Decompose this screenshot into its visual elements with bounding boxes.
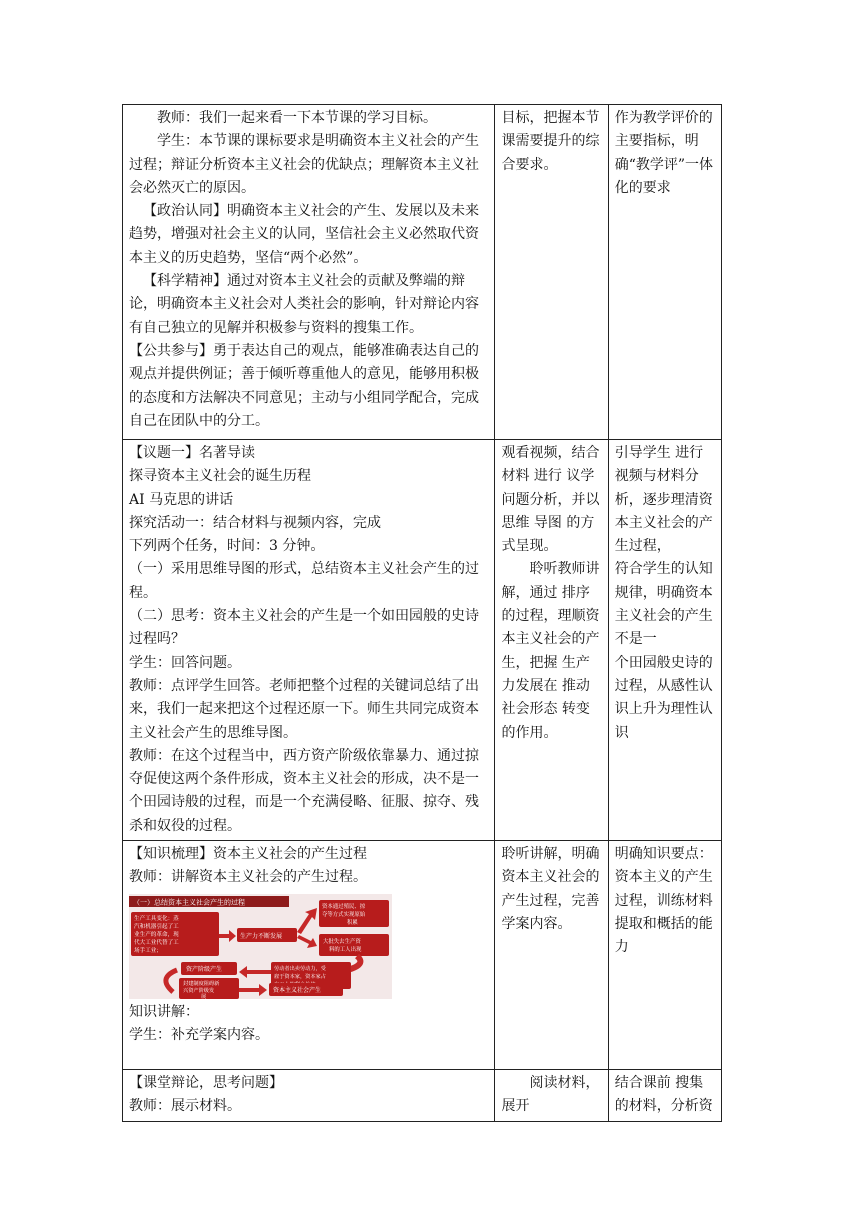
teacher-line: 教师：在这个过程当中，西方资产阶级依靠暴力、通过掠夺促使这两个条件形成，资本主义社会的形成，决不是一个田园诗般的过程，而是一个充满侵略、征服、掠夺、残杀和奴役的过程。 <box>129 747 479 834</box>
goal-participation: 【公共参与】勇于表达自己的观点，能够准确表达自己的观点并提供例证；善于倾听尊重他人的意见，能够用积极的态度和方法解决不同意见；主动与小组同学配合，完成自己在团队中的分工。 <box>129 342 479 429</box>
activity-cell <box>123 841 495 1070</box>
process-diagram <box>129 894 392 999</box>
node-tools-change-text: 生产工具变化：蒸 汽和机器引起了工 业生产的革命，现 代大工业代替了工 场手工业； <box>134 915 179 954</box>
task-two: （二）思考：资本主义社会的产生是一个如田园般的史诗过程吗？ <box>129 608 479 648</box>
task-one: （一）采用思维导图的形式，总结资本主义社会产生的过程。 <box>129 561 479 601</box>
student-activity-text: 目标，把握本节课需要提升的综合要求。 <box>501 110 600 173</box>
student-line: 学生：回答问题。 <box>129 654 241 671</box>
node-bourgeoisie-text: 资产阶级产生 <box>186 965 223 973</box>
lesson-plan-table <box>122 104 722 1122</box>
topic-heading: 【课堂辩论，思考问题】 <box>129 1075 283 1092</box>
teacher-line: 教师：点评学生回答。老师把整个过程的关键词总结了出来，我们一起来把这个过程还原一下。师生共同完成资本主义社会产生的思维导图。 <box>129 677 479 741</box>
node-capital-accumulation-text: 资本通过殖民、掠 夺等方式实现原始 积累 <box>322 903 366 926</box>
topic-heading: 【议题一】名著导读 <box>129 445 255 461</box>
table-row <box>123 1070 722 1122</box>
student-activity-cell <box>495 440 608 841</box>
design-intent-text: 引导学生 进行视频与材料分析，逐步理清资本主义社会的产生过程， <box>614 445 713 555</box>
topic-heading: 【知识梳理】资本主义社会的产生过程 <box>129 846 367 863</box>
design-intent-cell <box>608 1070 721 1122</box>
student-line: 学生：本节课的课标要求是明确资本主义社会的产生过程；辩证分析资本主义社会的优缺点；理解资本主义社会必然灭亡的原因。 <box>129 133 479 196</box>
design-intent-text: 符合学生的认知规律，明确资本主义社会的产生不是一 <box>614 561 713 648</box>
design-intent-text: 作为教学评价的主要指标，明确“教学评”一体化的要求 <box>614 110 714 196</box>
teacher-line: 教师：我们一起来看一下本节课的学习目标。 <box>157 110 437 126</box>
design-intent-cell <box>608 841 721 1070</box>
goal-political: 【政治认同】明确资本主义社会的产生、发展以及未来趋势，增强对社会主义的认同，坚信社会主义必然取代资本主义的历史趋势，坚信“两个必然”。 <box>129 203 479 266</box>
student-line: 学生：补充学案内容。 <box>129 1026 269 1043</box>
design-intent-text: 明确知识要点：资本主义的产生过程，训练材料提取和概括的能力 <box>614 846 713 956</box>
design-intent-cell <box>608 440 721 841</box>
node-capitalist-society-text: 资本主义社会产生 <box>273 986 322 994</box>
table-row <box>123 105 722 440</box>
student-activity-text: 观看视频，结合材料 进行 议学问题分析，并以思维 导图 的方式呈现。 <box>501 445 600 555</box>
line: 探究活动一：结合材料与视频内容，完成 <box>129 514 381 531</box>
table-row <box>123 440 722 841</box>
goal-science: 【科学精神】通过对资本主义社会的贡献及弊端的辩论，明确资本主义社会对人类社会的影响，针对辩论内容有自己独立的见解并积极参与资料的搜集工作。 <box>129 273 479 336</box>
student-activity-text: 聆听教师讲解，通过 排序的过程，理顺资本主义社会的产生，把握 生产力发展在 推动社会形态 转变的作用。 <box>501 561 600 741</box>
diagram-title: （一）总结资本主义社会产生的过程 <box>133 898 245 907</box>
student-activity-cell <box>495 105 608 440</box>
node-labor-sale-text: 劳动者出卖劳动力，受 雇于资本家，资本家占 <box>274 965 326 980</box>
node-feudal-obstacle-text: 封建制度阻碍新 兴资产阶级发 展 <box>183 980 220 999</box>
activity-cell <box>123 105 495 440</box>
student-activity-cell <box>495 1070 608 1122</box>
line: 下列两个任务，时间：3 分钟。 <box>129 538 325 555</box>
line: 知识讲解： <box>129 1003 199 1020</box>
line: AI 马克思的讲话 <box>129 491 234 508</box>
node-workers-text: 大批失去生产资 料的工人出现 <box>323 938 362 953</box>
student-activity-cell <box>495 841 608 1070</box>
student-activity-text: 阅读材料，展开 <box>501 1075 600 1115</box>
activity-cell <box>123 1070 495 1122</box>
table-row <box>123 841 722 1070</box>
line: 探寻资本主义社会的诞生历程 <box>129 468 311 485</box>
design-intent-text: 结合课前 搜集的材料，分析资 <box>614 1075 713 1115</box>
activity-cell <box>123 440 495 841</box>
design-intent-cell <box>608 105 721 440</box>
teacher-line: 教师：展示材料。 <box>129 1098 241 1115</box>
node-productivity-text: 生产力不断发展 <box>240 932 283 940</box>
student-activity-text: 聆听讲解，明确资本主义社会的产生过程，完善学案内容。 <box>501 846 600 932</box>
design-intent-text: 个田园般史诗的过程，从感性认识上升为理性认识 <box>614 654 713 741</box>
teacher-line: 教师：讲解资本主义社会的产生过程。 <box>129 869 367 886</box>
